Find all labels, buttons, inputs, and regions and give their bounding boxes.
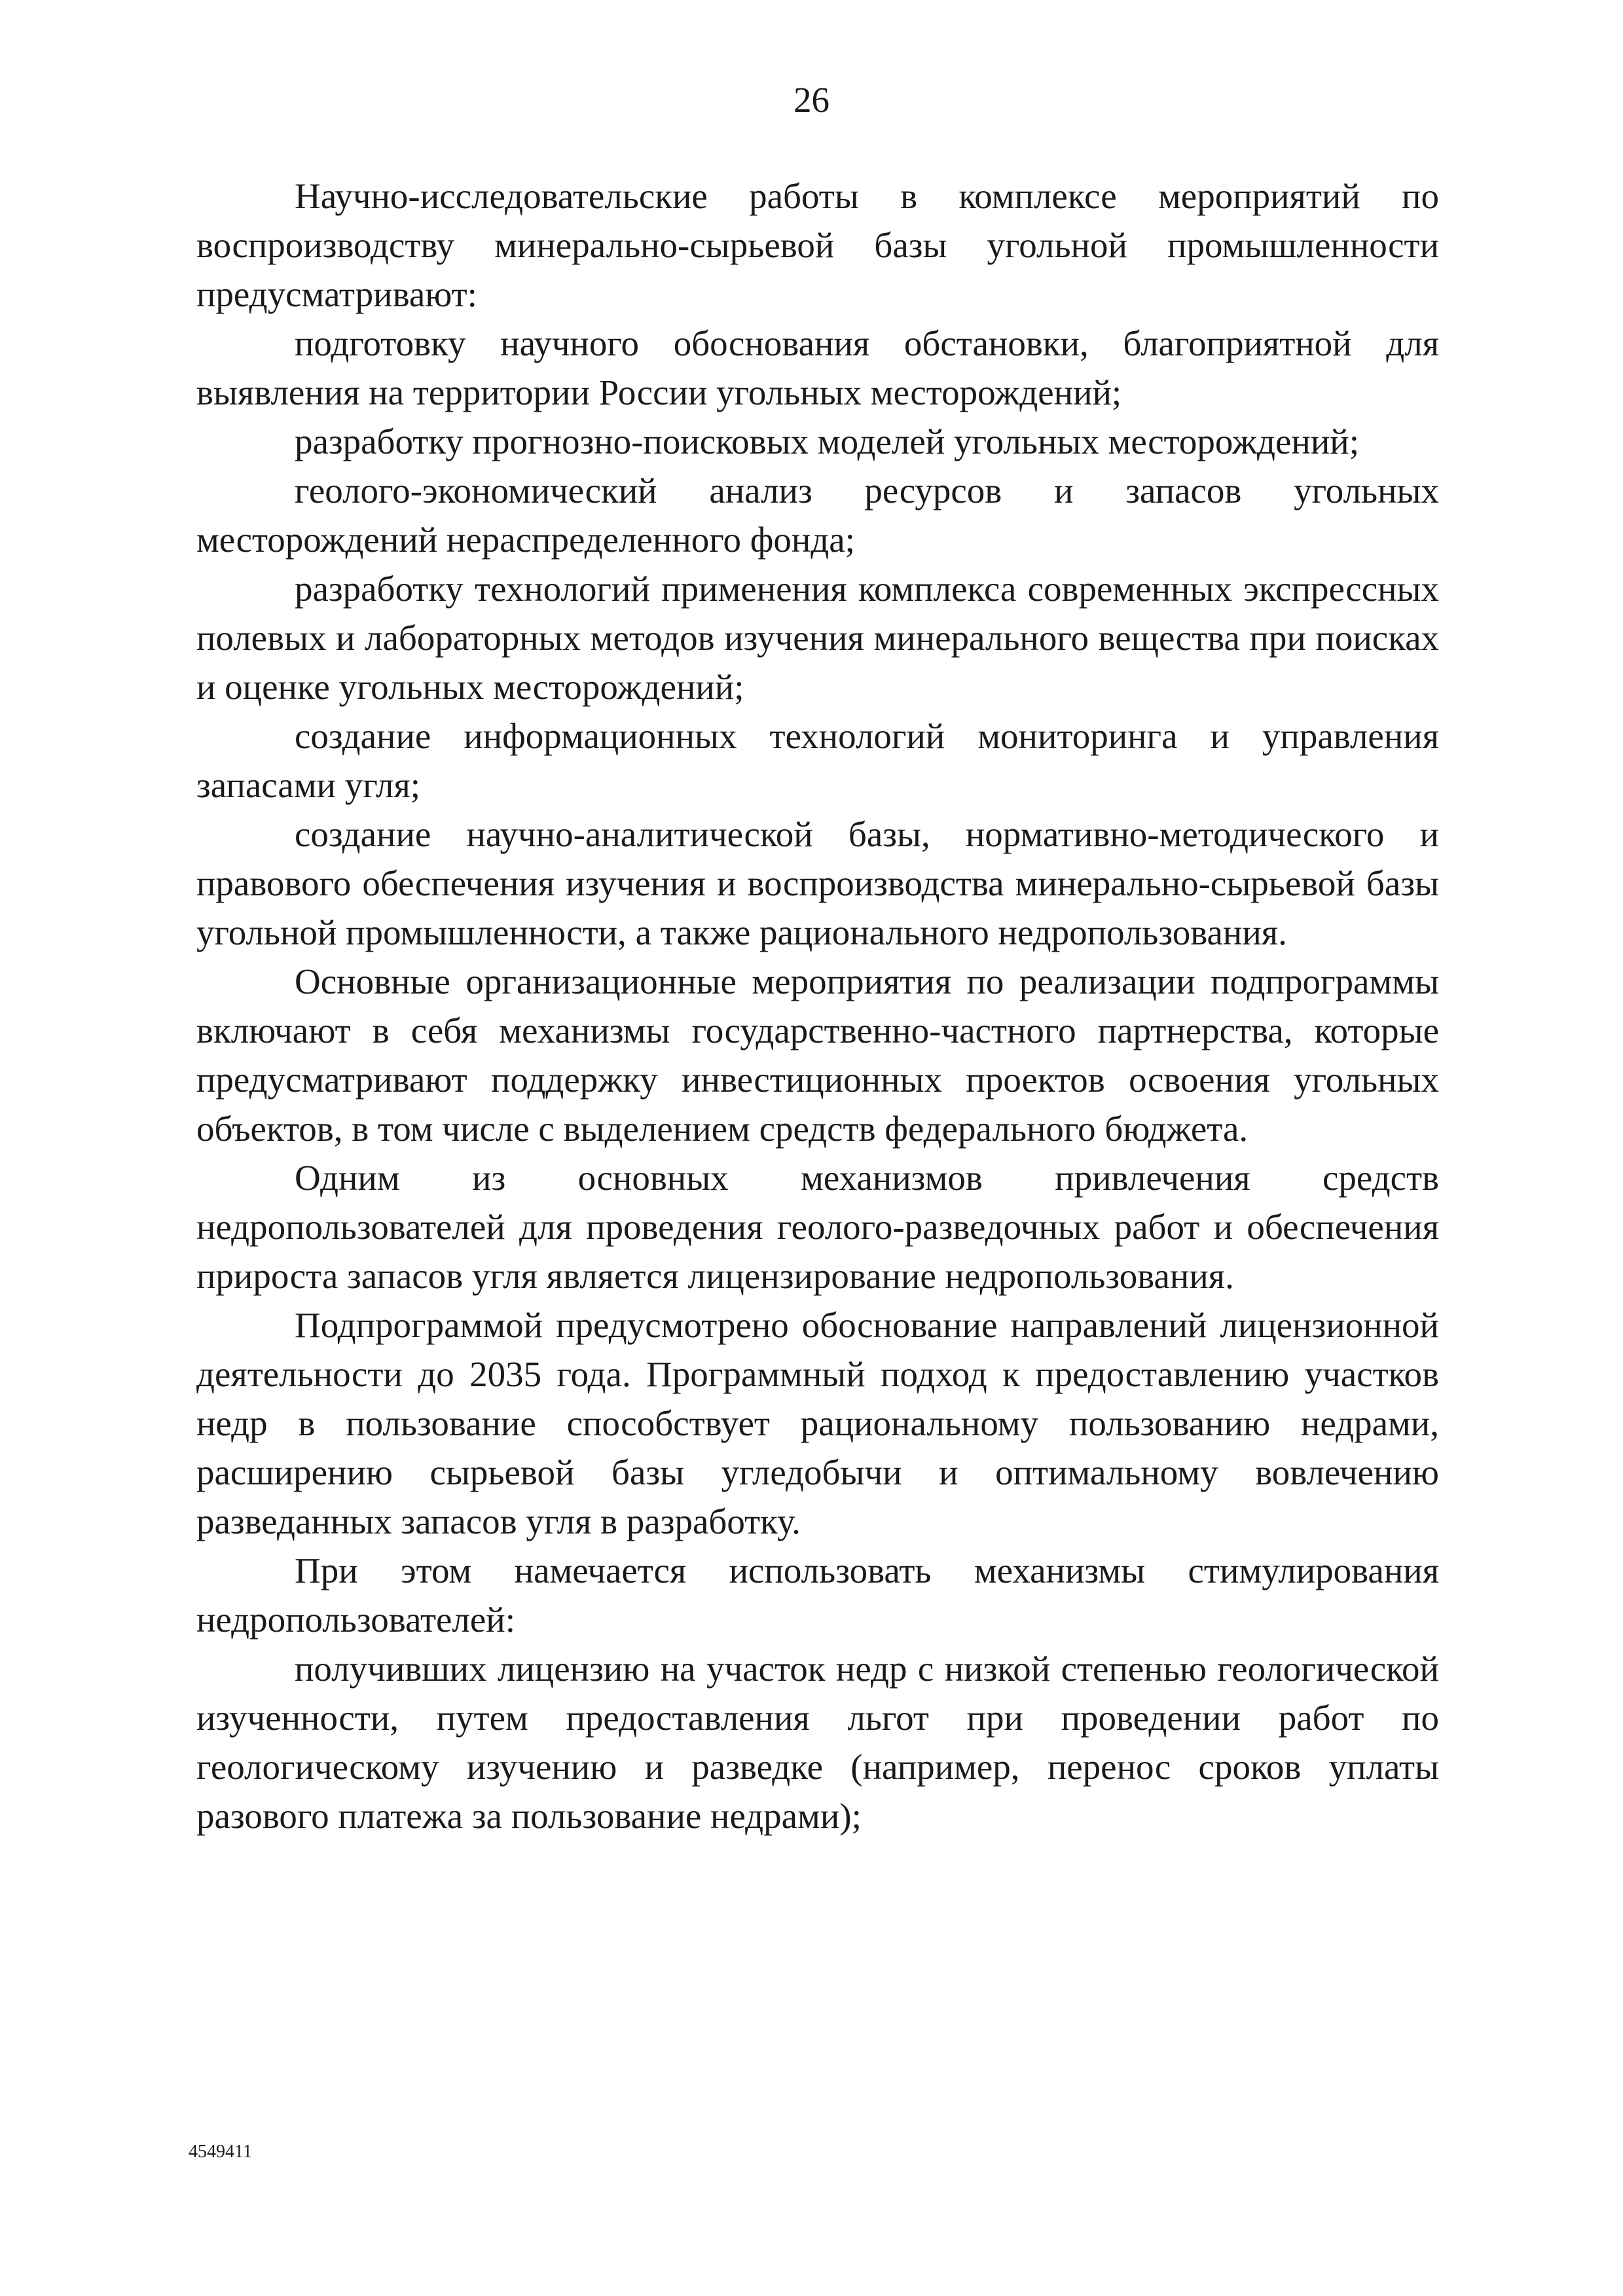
page-number: 26 [793, 80, 830, 120]
paragraph-organizational-measures: Основные организационные мероприятия по реализации подпрограммы включают в себя механизмы государственно-частного партнерства, которые предусматривают поддержку инвестиционных проектов освоения угольных объектов, в том числе с выделением средств федерального бюджета. [196, 961, 1439, 1149]
document-body [196, 171, 1439, 1840]
paragraph-express-methods: разработку технологий применения комплекса современных экспрессных полевых и лабораторных методов изучения минерального вещества при поисках и оценке угольных месторождений; [196, 569, 1439, 707]
paragraph-licensing: Одним из основных механизмов привлечения средств недропользователей для проведения геолого-разведочных работ и обеспечения прироста запасов угля является лицензирование недропользования. [196, 1158, 1439, 1296]
document-code: 4549411 [189, 2142, 252, 2162]
paragraph-forecast-models: разработку прогнозно-поисковых моделей угольных месторождений; [295, 422, 1360, 461]
paragraph-stimulation-mechanisms: При этом намечается использовать механизмы стимулирования недропользователей: [196, 1551, 1439, 1640]
paragraph-research-intro: Научно-исследовательские работы в комплексе мероприятий по воспроизводству минерально-сырьевой базы угольной промышленности предусматривают: [196, 176, 1439, 314]
paragraph-geo-economic-analysis: геолого-экономический анализ ресурсов и запасов угольных месторождений нераспределенного фонда; [196, 471, 1439, 560]
paragraph-low-exploration-license: получивших лицензию на участок недр с низкой степенью геологической изученности, путем предоставления льгот при проведении работ по геологическому изучению и разведке (например, перенос сроков уплаты разового платежа за пользование недрами); [196, 1649, 1439, 1836]
paragraph-information-technologies: создание информационных технологий мониторинга и управления запасами угля; [196, 716, 1439, 805]
paragraph-analytical-base: создание научно-аналитической базы, нормативно-методического и правового обеспечения изучения и воспроизводства минерально-сырьевой базы угольной промышленности, а также рационального недропользования. [196, 814, 1439, 952]
paragraph-licensing-directions: Подпрограммой предусмотрено обоснование направлений лицензионной деятельности до 2035 года. Программный подход к предоставлению участков недр в пользование способствует рациональному пользованию недрами, расширению сырьевой базы угледобычи и оптимальному вовлечению разведанных запасов угля в разработку. [196, 1305, 1439, 1541]
paragraph-scientific-justification: подготовку научного обоснования обстановки, благоприятной для выявления на территории России угольных месторождений; [196, 323, 1439, 412]
